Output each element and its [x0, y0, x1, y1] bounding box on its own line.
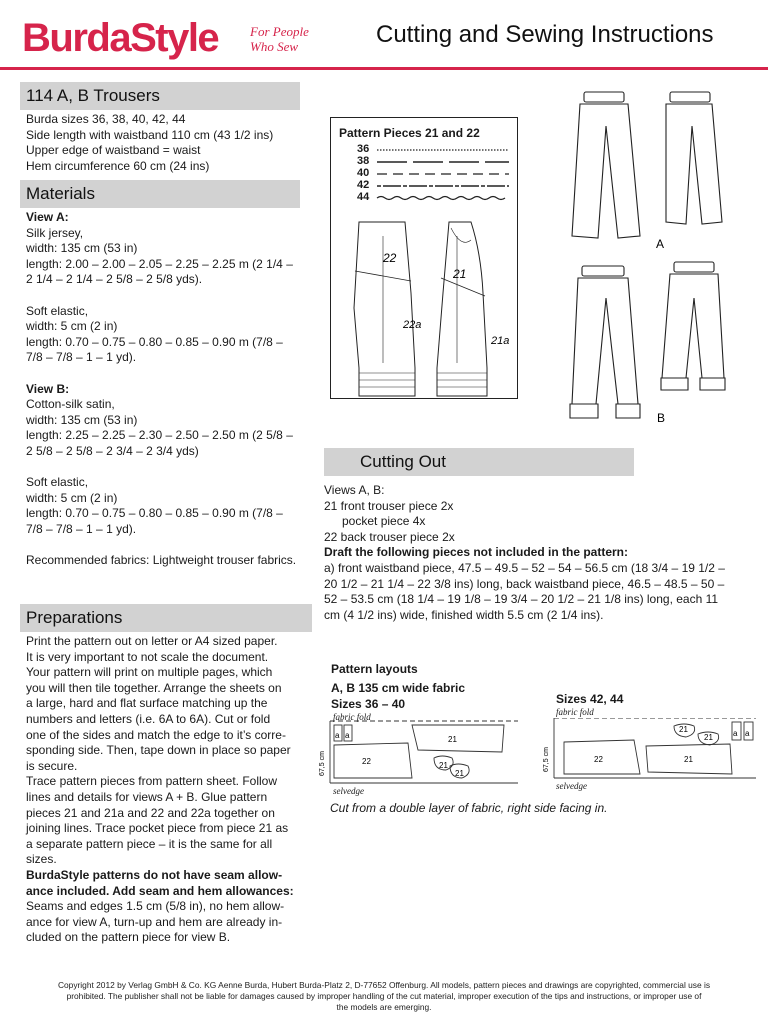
view-a-elastic-length-1: length: 0.70 – 0.75 – 0.80 – 0.85 – 0.90 m (7/8 – [26, 334, 283, 349]
tagline-line2: Who Sew [250, 39, 299, 54]
materials-body [26, 210, 318, 569]
size-40: 40 [357, 167, 370, 179]
size-44: 44 [357, 191, 370, 203]
preparations-body [26, 634, 318, 946]
right-piece-21: 21 [684, 755, 693, 764]
piece-label-22a: 22a [403, 319, 422, 331]
pattern-pieces-drawing [331, 118, 517, 398]
preparations-tail-line: ance for view A, turn-up and hem are already in- [26, 914, 283, 929]
view-a-fabric-length-2: 2 1/4 – 2 1/4 – 2 5/8 – 2 5/8 yds). [26, 272, 203, 287]
layouts-heading: Pattern layouts [331, 662, 418, 676]
draft-line: cm (4 1/2 ins) wide, finished width 5.5 cm (2 1/4 ins). [324, 607, 604, 622]
left-pocket-21-b: 21 [455, 769, 464, 778]
left-piece-21: 21 [448, 735, 457, 744]
size-36: 36 [357, 143, 370, 155]
preparations-line: a separate pattern piece – it is the same for all [26, 836, 273, 851]
view-b-fabric-width: width: 135 cm (53 in) [26, 412, 138, 427]
pattern-pieces-title: Pattern Pieces 21 and 22 [339, 126, 480, 140]
recommended-fabrics: Recommended fabrics: Lightweight trouser fabrics. [26, 553, 297, 568]
preparations-tail-line: Seams and edges 1.5 cm (5/8 in), no hem allow- [26, 899, 285, 914]
draft-line: a) front waistband piece, 47.5 – 49.5 – 52 – 54 – 56.5 cm (18 3/4 – 19 1/2 – [324, 560, 725, 575]
brand-logo: BurdaStyle [22, 16, 219, 60]
cutting-item-front: 21 front trouser piece 2x [324, 498, 454, 513]
left-piece-a-2: a [345, 731, 350, 740]
pattern-upper-edge: Upper edge of waistband = waist [26, 143, 201, 158]
piece-label-21a: 21a [491, 335, 510, 347]
cutting-out-heading: Cutting Out [324, 448, 634, 476]
cutting-item-pocket: pocket piece 4x [342, 514, 426, 529]
left-piece-22: 22 [362, 757, 371, 766]
right-pocket-21-b: 21 [704, 733, 713, 742]
view-b-elastic: Soft elastic, [26, 475, 89, 490]
view-b-front-cuffs [570, 404, 640, 418]
preparations-line: Print the pattern out on letter or A4 sized paper. [26, 634, 278, 648]
view-b-fabric-length-1: length: 2.25 – 2.25 – 2.30 – 2.50 – 2.50 m (2 5/8 – [26, 428, 293, 443]
preparations-line: numbers and letters (i.e. 6A to 6A). Cut or fold [26, 711, 271, 726]
view-a-elastic: Soft elastic, [26, 303, 89, 318]
document-title: Cutting and Sewing Instructions [376, 21, 714, 48]
view-b-front-trouser [572, 278, 638, 404]
preparations-line: sizes. [26, 852, 57, 867]
view-a-label: A [656, 237, 665, 251]
right-selvedge: selvedge [556, 781, 587, 791]
right-piece-a-1: a [733, 729, 738, 738]
view-b-elastic-width: width: 5 cm (2 in) [26, 490, 118, 505]
brand-tagline [250, 24, 330, 54]
footer-line3: the models are emerging. [336, 1002, 432, 1012]
right-pocket-21-a: 21 [679, 725, 688, 734]
left-piece-a-1: a [335, 731, 340, 740]
view-b-elastic-length-1: length: 0.70 – 0.75 – 0.80 – 0.85 – 0.90 m (7/8 – [26, 506, 283, 521]
left-pocket-21-a: 21 [439, 761, 448, 770]
left-width-mark: 67,5 cm [319, 751, 326, 776]
preparations-line: joining lines. Trace pocket piece from piece 21 as [26, 821, 289, 836]
right-piece-22: 22 [594, 755, 603, 764]
right-width-mark: 67,5 cm [543, 747, 550, 772]
view-b-back-cuffs [661, 378, 725, 390]
view-a-back-waistband [670, 92, 710, 102]
pattern-specs [26, 112, 316, 174]
pattern-hem: Hem circumference 60 cm (24 ins) [26, 158, 210, 173]
piece-label-21: 21 [453, 267, 467, 281]
layouts-right-sizes: Sizes 42, 44 [556, 692, 624, 706]
preparations-line: you will then tile together. Arrange the sheets on [26, 680, 282, 695]
preparations-heading: Preparations [20, 604, 312, 632]
view-b-label: B [657, 411, 666, 425]
trouser-illustrations [562, 86, 738, 430]
view-b-back-trouser [662, 274, 724, 378]
layouts-subheading: A, B 135 cm wide fabric [331, 681, 466, 695]
layouts-left-sizes: Sizes 36 – 40 [331, 697, 406, 711]
preparations-tail-line: cluded on the pattern piece for view B. [26, 930, 231, 945]
copyright-footer [20, 980, 748, 1013]
pattern-heading: 114 A, B Trousers [20, 82, 300, 110]
preparations-line: Your pattern will print on multiple pages, which [26, 665, 273, 680]
preparations-line: is secure. [26, 758, 78, 773]
layout-caption: Cut from a double layer of fabric, right side facing in. [330, 801, 608, 815]
pattern-sizes: Burda sizes 36, 38, 40, 42, 44 [26, 112, 186, 126]
tagline-line1: For People [250, 24, 309, 39]
size-42: 42 [357, 179, 370, 191]
view-a-back-trouser [666, 104, 722, 224]
preparations-bold-line: BurdaStyle patterns do not have seam allow- [26, 867, 283, 882]
view-b-fabric-length-2: 2 5/8 – 2 5/8 – 2 3/4 – 2 3/4 yds) [26, 443, 199, 458]
footer-line2: prohibited. The publisher shall not be liable for damages caused by improper handling of the cut material, improper execution of the tips and instructions, or improper use of [66, 991, 702, 1001]
draft-line: 20 1/2 – 21 1/4 – 22 3/8 ins) long, back waistband piece, 46.5 – 48.5 – 50 – [324, 576, 725, 591]
size-38: 38 [357, 155, 370, 167]
view-a-elastic-width: width: 5 cm (2 in) [26, 319, 118, 334]
cutting-item-back: 22 back trouser piece 2x [324, 529, 455, 544]
footer-line1: Copyright 2012 by Verlag GmbH & Co. KG Aenne Burda, Hubert Burda-Platz 2, D-77652 Offenburg. All models, pattern pieces and drawings are copyrighted, commercial use is [57, 980, 711, 990]
preparations-line: lines and details for views A + B. Glue pattern [26, 789, 268, 804]
preparations-line: sponding side. Then, tape down in place so paper [26, 743, 291, 758]
view-b-back-waistband [674, 262, 714, 272]
preparations-line: one of the sides and match the edge to it’s corre- [26, 727, 286, 742]
preparations-line: Trace pattern pieces from pattern sheet. Follow [26, 774, 278, 789]
preparations-line: a large, hard and flat surface matching up the [26, 696, 268, 711]
view-b-fabric: Cotton-silk satin, [26, 397, 115, 412]
left-fabric-fold: fabric fold [333, 712, 371, 722]
view-a-fabric-length-1: length: 2.00 – 2.00 – 2.05 – 2.25 – 2.25 m (2 1/4 – [26, 256, 293, 271]
right-fabric-fold: fabric fold [556, 707, 594, 717]
preparations-line: It is very important to not scale the document. [26, 649, 269, 664]
pattern-pieces-box [330, 117, 518, 399]
view-b-label: View B: [26, 381, 70, 396]
draft-heading: Draft the following pieces not included in the pattern: [324, 545, 629, 560]
pattern-side-length: Side length with waistband 110 cm (43 1/2 ins) [26, 127, 274, 142]
view-a-label: View A: [26, 210, 69, 224]
piece-label-22: 22 [383, 251, 397, 265]
view-b-front-waistband [582, 266, 624, 276]
view-a-fabric: Silk jersey, [26, 225, 84, 240]
left-selvedge: selvedge [333, 786, 364, 796]
preparations-bold-line: ance included. Add seam and hem allowances: [26, 883, 294, 898]
cutting-views: Views A, B: [324, 483, 385, 497]
materials-heading: Materials [20, 180, 300, 208]
cutting-out-body [324, 483, 760, 623]
header-divider [0, 67, 768, 70]
draft-line: 52 – 53.5 cm (18 1/4 – 19 1/8 – 19 3/4 – 20 1/2 – 21 1/8 ins) long, each 11 [324, 592, 719, 607]
right-piece-a-2: a [745, 729, 750, 738]
view-a-elastic-length-2: 7/8 – 7/8 – 1 – 1 yd). [26, 350, 137, 365]
view-a-front-waistband [584, 92, 624, 102]
view-b-elastic-length-2: 7/8 – 7/8 – 1 – 1 yd). [26, 521, 137, 536]
preparations-line: pieces 21 and 21a and 22 and 22a together on [26, 805, 275, 820]
view-a-fabric-width: width: 135 cm (53 in) [26, 241, 138, 256]
view-a-front-trouser [572, 104, 640, 238]
pattern-layout-drawings [312, 718, 768, 790]
